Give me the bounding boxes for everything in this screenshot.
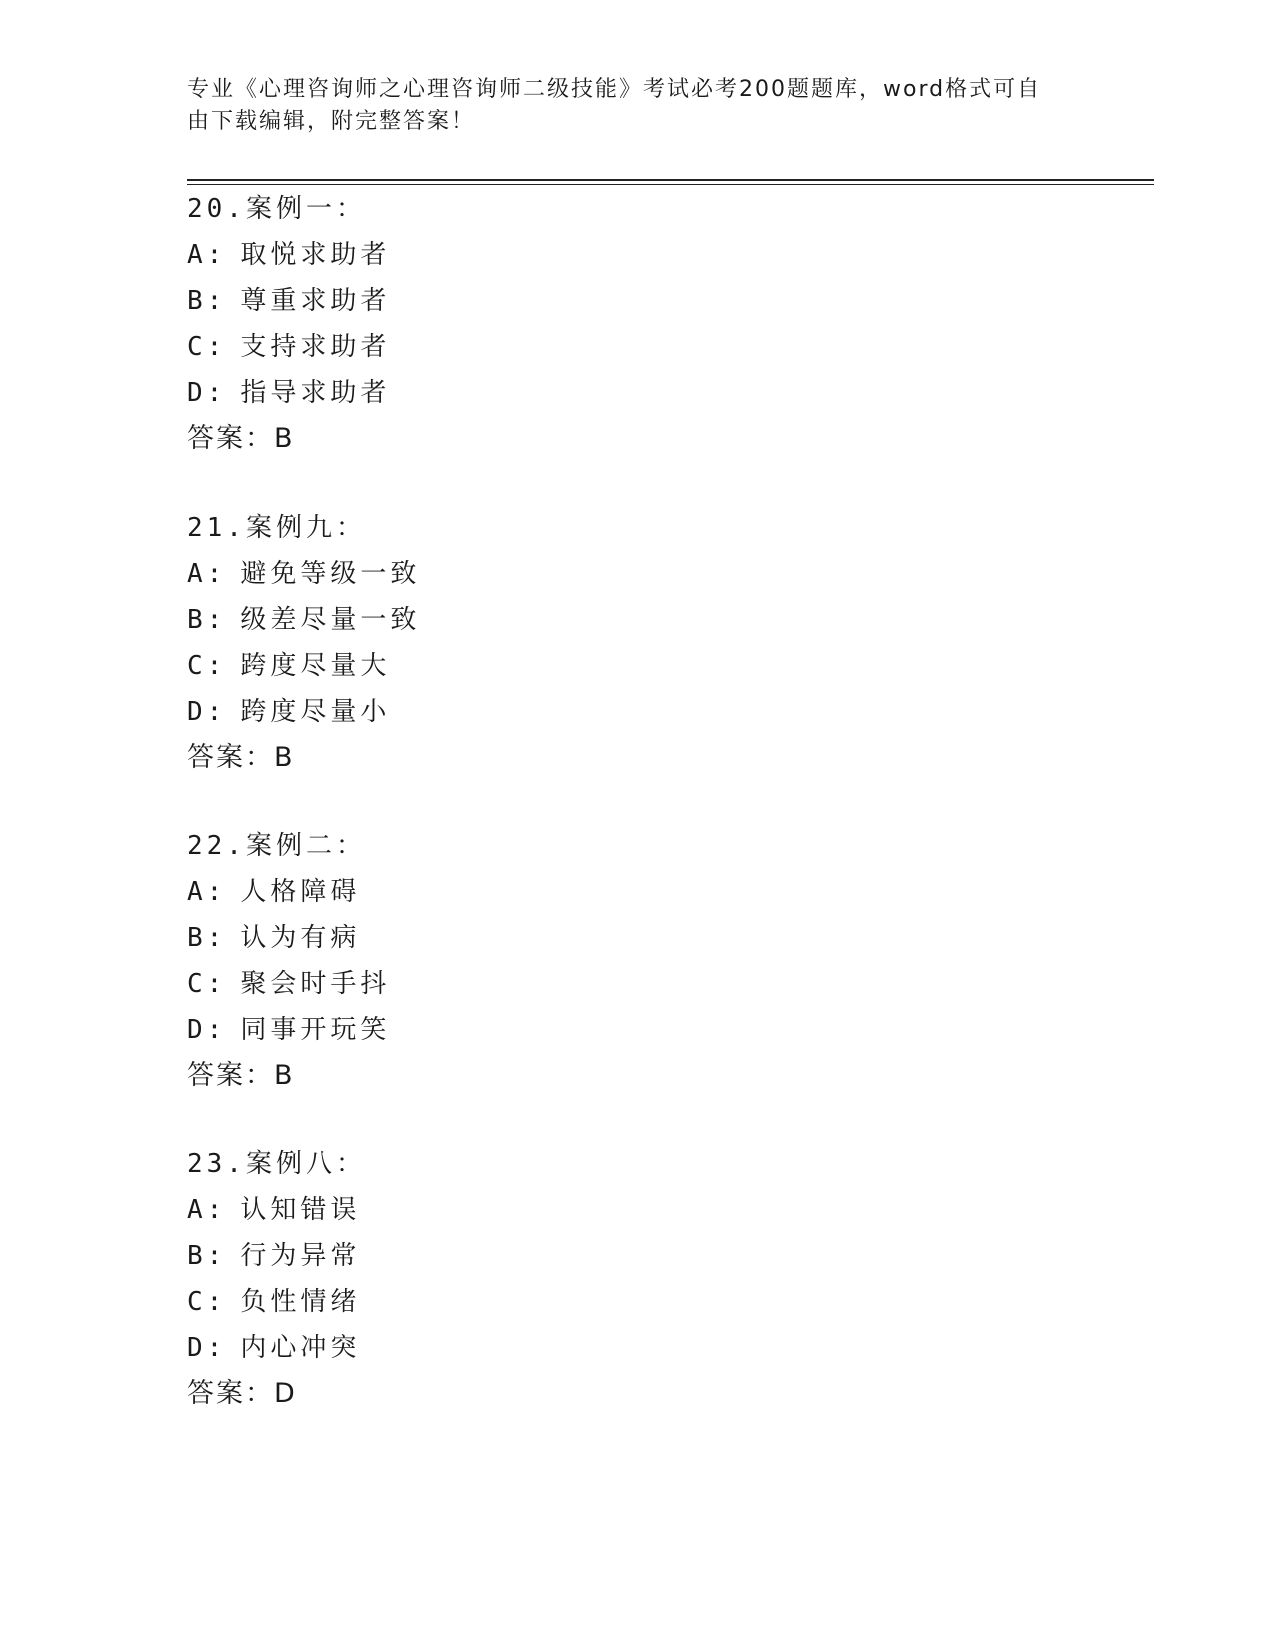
question-title: 20.案例一： — [187, 194, 366, 224]
answer-label: 答案：B — [187, 1060, 295, 1091]
option-key: A: — [187, 240, 227, 270]
option-text: 尊重求助者 — [240, 286, 391, 316]
option-key: B: — [187, 923, 227, 953]
option-text: 内心冲突 — [240, 1333, 361, 1363]
question-title: 21.案例九： — [187, 513, 366, 543]
option-d — [187, 1325, 787, 1371]
option-key: A: — [187, 877, 227, 907]
option-key: D: — [187, 378, 227, 408]
option-c — [187, 643, 787, 689]
option-text: 认为有病 — [240, 923, 361, 953]
option-b — [187, 915, 787, 961]
answer-label: 答案：B — [187, 423, 295, 454]
option-text: 负性情绪 — [240, 1287, 361, 1317]
question-title: 23.案例八： — [187, 1149, 366, 1179]
option-d — [187, 370, 787, 416]
option-text: 取悦求助者 — [240, 240, 391, 270]
option-d — [187, 689, 787, 735]
option-text: 级差尽量一致 — [240, 605, 421, 635]
option-key: C: — [187, 651, 227, 681]
option-text: 支持求助者 — [240, 332, 391, 362]
option-c — [187, 961, 787, 1007]
option-text: 认知错误 — [240, 1195, 361, 1225]
option-key: B: — [187, 605, 227, 635]
option-key: C: — [187, 1287, 227, 1317]
option-key: A: — [187, 1195, 227, 1225]
option-text: 同事开玩笑 — [240, 1015, 391, 1045]
option-key: B: — [187, 286, 227, 316]
option-a — [187, 1187, 787, 1233]
question-20 — [187, 186, 787, 462]
document-header — [187, 74, 1067, 138]
option-d — [187, 1007, 787, 1053]
header-line-1: 专业《心理咨询师之心理咨询师二级技能》考试必考200题题库，word格式可自 — [187, 77, 1042, 102]
option-key: A: — [187, 559, 227, 589]
option-a — [187, 869, 787, 915]
option-key: C: — [187, 332, 227, 362]
option-key: D: — [187, 697, 227, 727]
option-text: 行为异常 — [240, 1241, 361, 1271]
option-text: 人格障碍 — [240, 877, 361, 907]
header-divider-thin — [187, 184, 1154, 185]
header-divider-thick — [187, 179, 1154, 181]
question-23 — [187, 1141, 787, 1417]
option-text: 指导求助者 — [240, 378, 391, 408]
option-a — [187, 551, 787, 597]
option-c — [187, 324, 787, 370]
option-key: D: — [187, 1333, 227, 1363]
option-b — [187, 597, 787, 643]
option-key: B: — [187, 1241, 227, 1271]
option-c — [187, 1279, 787, 1325]
answer-label: 答案：B — [187, 742, 295, 773]
option-b — [187, 1233, 787, 1279]
option-key: D: — [187, 1015, 227, 1045]
option-text: 跨度尽量小 — [240, 697, 391, 727]
option-key: C: — [187, 969, 227, 999]
question-22 — [187, 823, 787, 1099]
option-b — [187, 278, 787, 324]
question-title: 22.案例二： — [187, 831, 366, 861]
option-a — [187, 232, 787, 278]
option-text: 跨度尽量大 — [240, 651, 391, 681]
option-text: 聚会时手抖 — [240, 969, 391, 999]
question-21 — [187, 505, 787, 781]
header-line-2: 由下载编辑，附完整答案！ — [187, 109, 476, 134]
answer-label: 答案：D — [187, 1378, 297, 1409]
option-text: 避免等级一致 — [240, 559, 421, 589]
